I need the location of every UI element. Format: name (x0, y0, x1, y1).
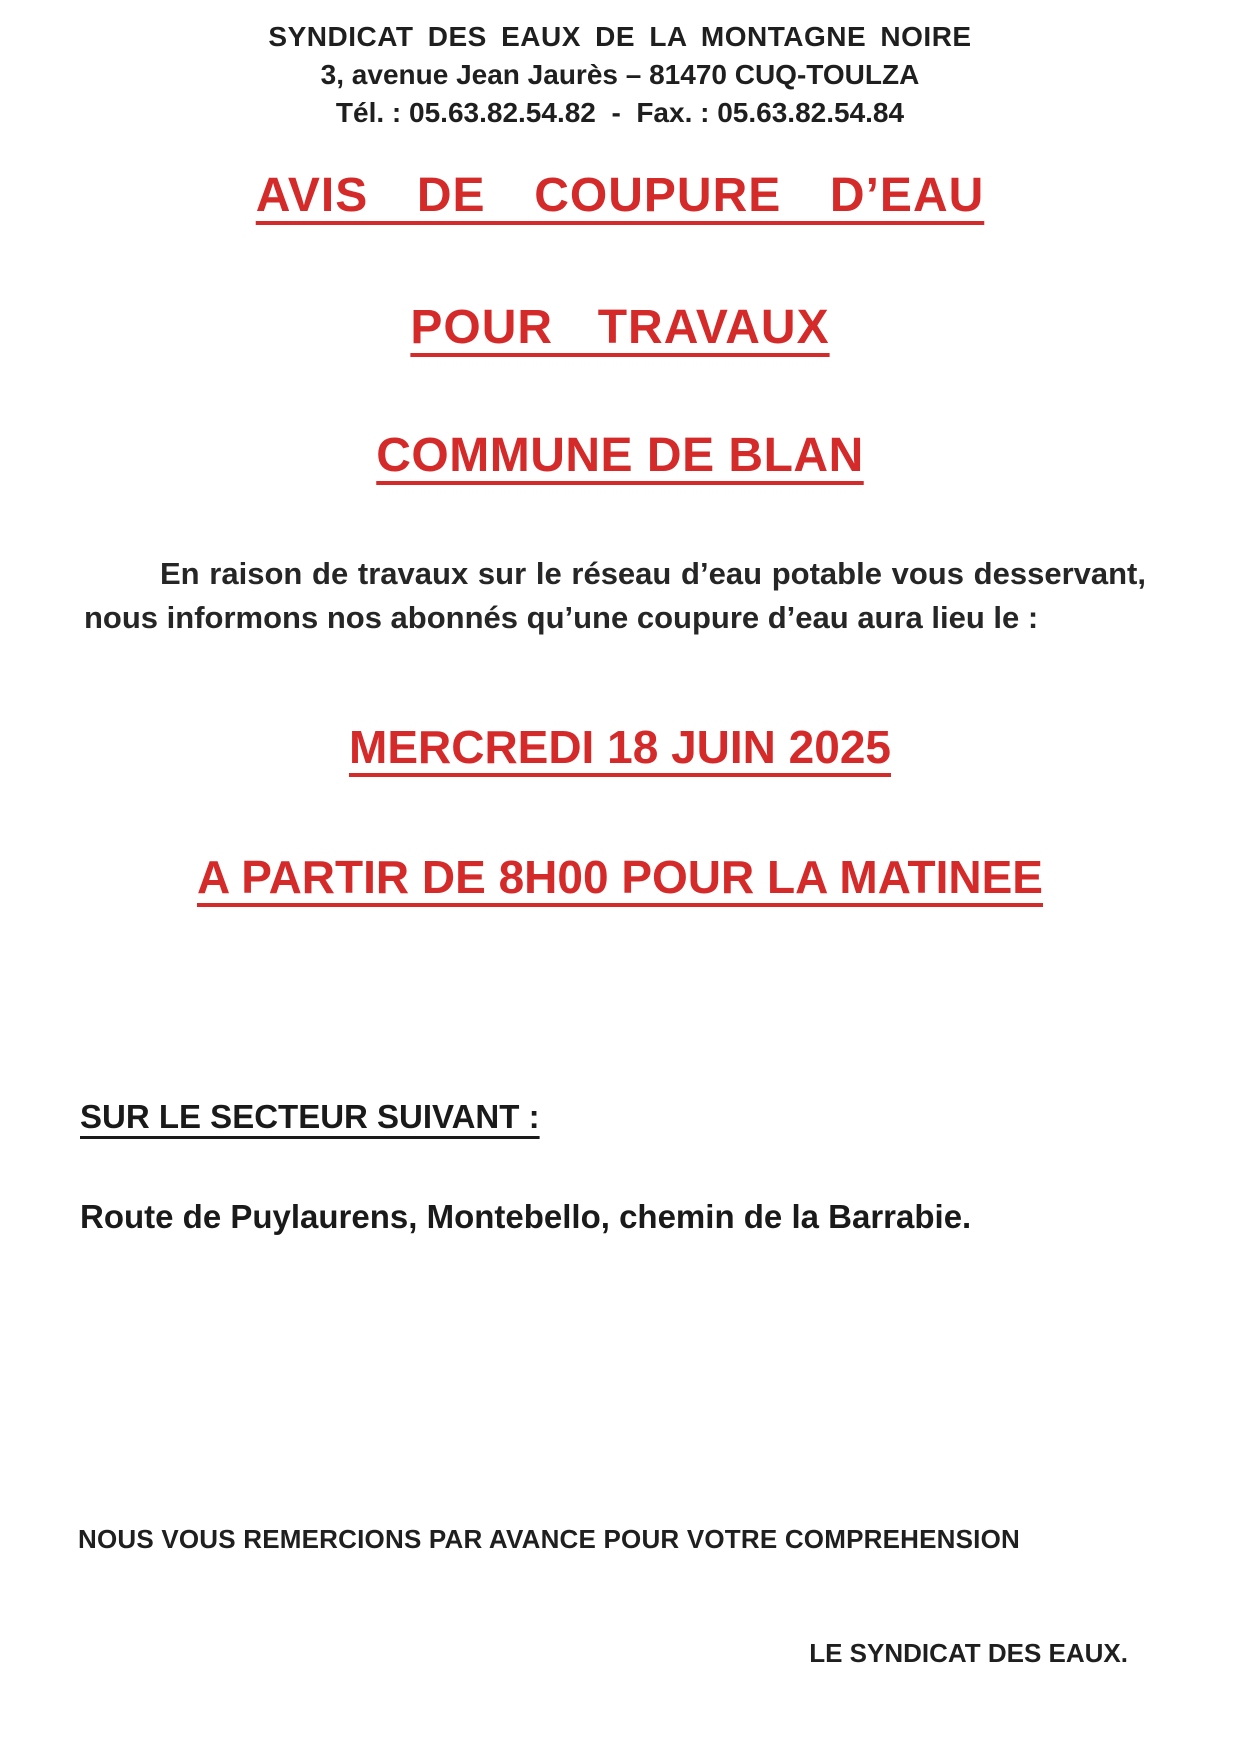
notice-subtitle (0, 300, 1240, 355)
notice-title (0, 168, 1240, 223)
notice-subtitle-text: POUR TRAVAUX (410, 301, 830, 354)
outage-time (0, 850, 1240, 904)
notice-body: En raison de travaux sur le réseau d’eau potable vous desservant, nous informons nos abonnés qu’une coupure d’eau aura lieu le : (84, 556, 1146, 635)
outage-date-text: MERCREDI 18 JUIN 2025 (349, 721, 891, 773)
signature: LE SYNDICAT DES EAUX. (809, 1638, 1128, 1668)
organization-contact: Tél. : 05.63.82.54.82 - Fax. : 05.63.82.54.84 (335, 97, 905, 128)
commune-title (0, 428, 1240, 483)
letterhead (0, 18, 1240, 132)
sector-heading (80, 1098, 540, 1136)
sector-heading-text: SUR LE SECTEUR SUIVANT : (80, 1098, 540, 1135)
organization-address: 3, avenue Jean Jaurès – 81470 CUQ-TOULZA (320, 59, 920, 90)
thanks-message: NOUS VOUS REMERCIONS PAR AVANCE POUR VOTRE COMPREHENSION (78, 1524, 1020, 1554)
sector-streets: Route de Puylaurens, Montebello, chemin de la Barrabie. (80, 1198, 972, 1235)
organization-name: SYNDICAT DES EAUX DE LA MONTAGNE NOIRE (268, 21, 972, 52)
commune-title-text: COMMUNE DE BLAN (376, 429, 864, 482)
outage-time-text: A PARTIR DE 8H00 POUR LA MATINEE (197, 851, 1043, 903)
notice-title-text: AVIS DE COUPURE D’EAU (255, 169, 985, 222)
outage-date (0, 720, 1240, 774)
